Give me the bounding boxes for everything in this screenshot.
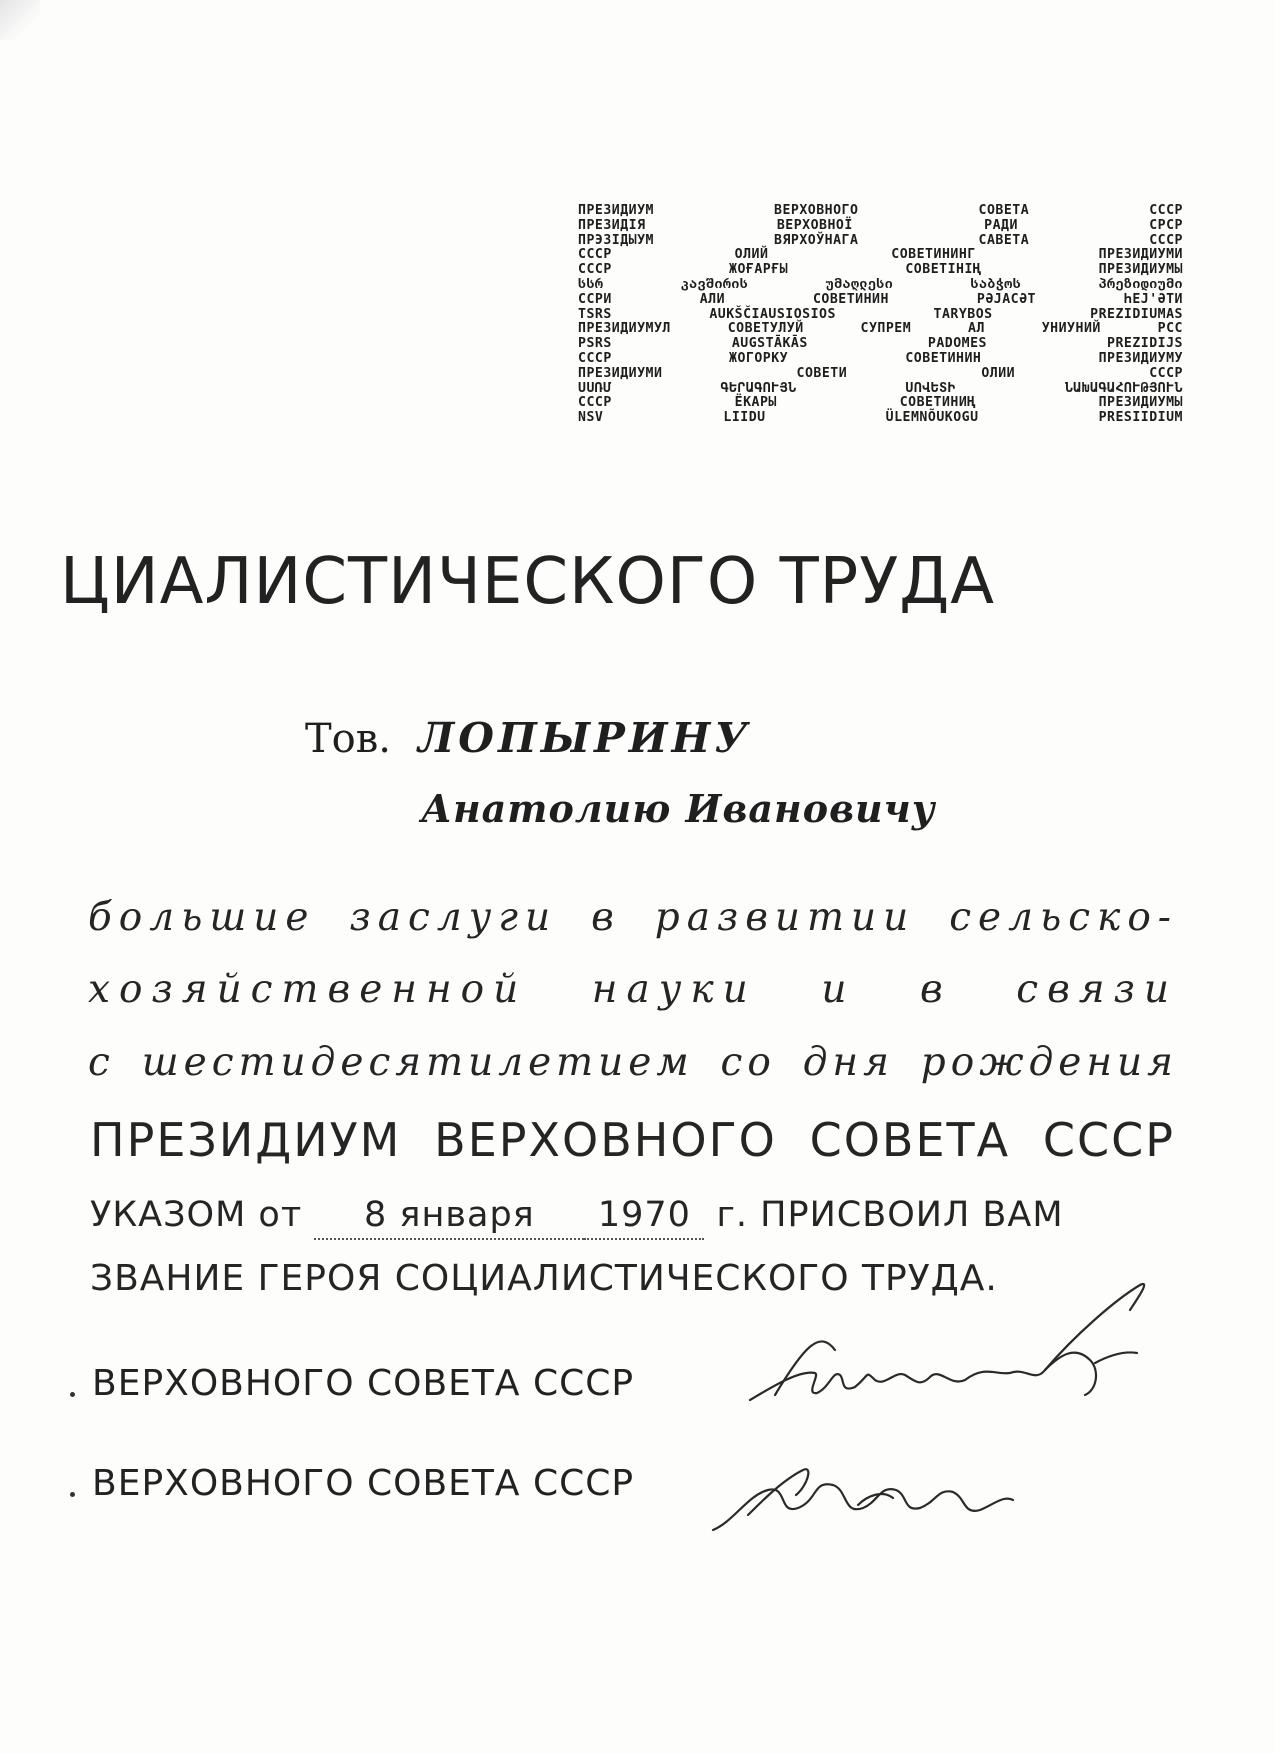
scan-corner-shadow	[0, 0, 40, 40]
presidium-multilingual-header	[578, 204, 1183, 426]
presidium-line-latvian: PSRS AUGSTĀKĀS PADOMES PREZIDIJS	[578, 336, 1183, 352]
presidium-line-turkmen: СССР ЁКАРЫ СОВЕТИНИҢ ПРЕЗИДИУМЫ	[578, 395, 1183, 411]
title-grant-line: ЗВАНИЕ ГЕРОЯ СОЦИАЛИСТИЧЕСКОГО ТРУДА.	[90, 1258, 998, 1299]
decree-suffix: г. ПРИСВОИЛ ВАМ	[716, 1195, 1064, 1235]
sign-dot-1	[70, 1392, 75, 1397]
recipient-surname: ЛОПЫРИНУ	[418, 714, 752, 762]
presidium-line-belarusian: ПРЭЗІДЫУМ ВЯРХОЎНАГА САВЕТА СССР	[578, 232, 1183, 248]
presidium-line-lithuanian: TSRS AUKŠČIAUSIOSIOS TARYBOS PREZIDIUMAS	[578, 306, 1183, 322]
chairman-signature	[745, 1275, 1185, 1425]
presidium-line-russian: ПРЕЗИДИУМ ВЕРХОВНОГО СОВЕТА СССР	[578, 203, 1183, 218]
decree-date: 8 января	[314, 1192, 584, 1240]
presidium-line-armenian: ՍՍՌՄ ԳԵՐԱԳՈՒՅՆ ՍՈՎԵՏԻ ՆԱԽԱԳԱՀՈՒԹՅՈՒՆ	[578, 380, 1183, 396]
secretary-signature	[708, 1450, 1028, 1545]
certificate-title: ЦИАЛИСТИЧЕСКОГО ТРУДА	[60, 546, 996, 618]
presidium-line-kazakh: СССР ЖОҒАРҒЫ СОВЕТІНІҢ ПРЕЗИДИУМЫ	[578, 262, 1183, 278]
merit-line-2: хозяйственной науки и в связи	[88, 967, 1178, 1012]
merit-line-1: большие заслуги в развитии сельско-	[88, 895, 1178, 940]
presidium-line-azerbaijani: ССРИ АЛИ СОВЕТИНИН РӘЈАСӘТ ҺЕЈ'ӘТИ	[578, 291, 1183, 307]
presidium-line-georgian: სსრ კავშირის უმაღლესი საბჭოს პრეზიდიუმი	[578, 276, 1183, 292]
decree-prefix: УКАЗОМ от	[90, 1195, 303, 1235]
presidium-line-tajik: ПРЕЗИДИУМИ СОВЕТИ ОЛИИ СССР	[578, 365, 1183, 381]
presidium-line-estonian: NSV LIIDU ÜLEMNÕUKOGU PRESIIDIUM	[578, 410, 1183, 426]
signature-caption-secretary: ВЕРХОВНОГО СОВЕТА СССР	[92, 1463, 635, 1504]
presidium-line-kyrgyz: СССР ЖОГОРКУ СОВЕТИНИН ПРЕЗИДИУМУ	[578, 350, 1183, 366]
signature-caption-chairman: ВЕРХОВНОГО СОВЕТА СССР	[92, 1363, 635, 1404]
decree-line	[90, 1192, 1175, 1240]
presidium-line-ukrainian: ПРЕЗИДІЯ ВЕРХОВНОЇ РАДИ СРСР	[578, 217, 1183, 233]
presidium-caption: ПРЕЗИДИУМ ВЕРХОВНОГО СОВЕТА СССР	[90, 1113, 1175, 1167]
presidium-line-moldavian: ПРЕЗИДИУМУЛ СОВЕТУЛУЙ СУПРЕМ АЛ УНИУНИЙ РСС	[578, 321, 1183, 337]
recipient-given-names: Анатолию Ивановичу	[421, 786, 936, 831]
decree-year: 1970	[584, 1192, 704, 1240]
presidium-line-uzbek: СССР ОЛИЙ СОВЕТИНИНГ ПРЕЗИДИУМИ	[578, 247, 1183, 263]
sign-dot-2	[70, 1492, 75, 1497]
recipient-prefix: Тов.	[305, 716, 391, 762]
merit-line-3: с шестидесятилетием со дня рождения	[88, 1040, 1178, 1085]
